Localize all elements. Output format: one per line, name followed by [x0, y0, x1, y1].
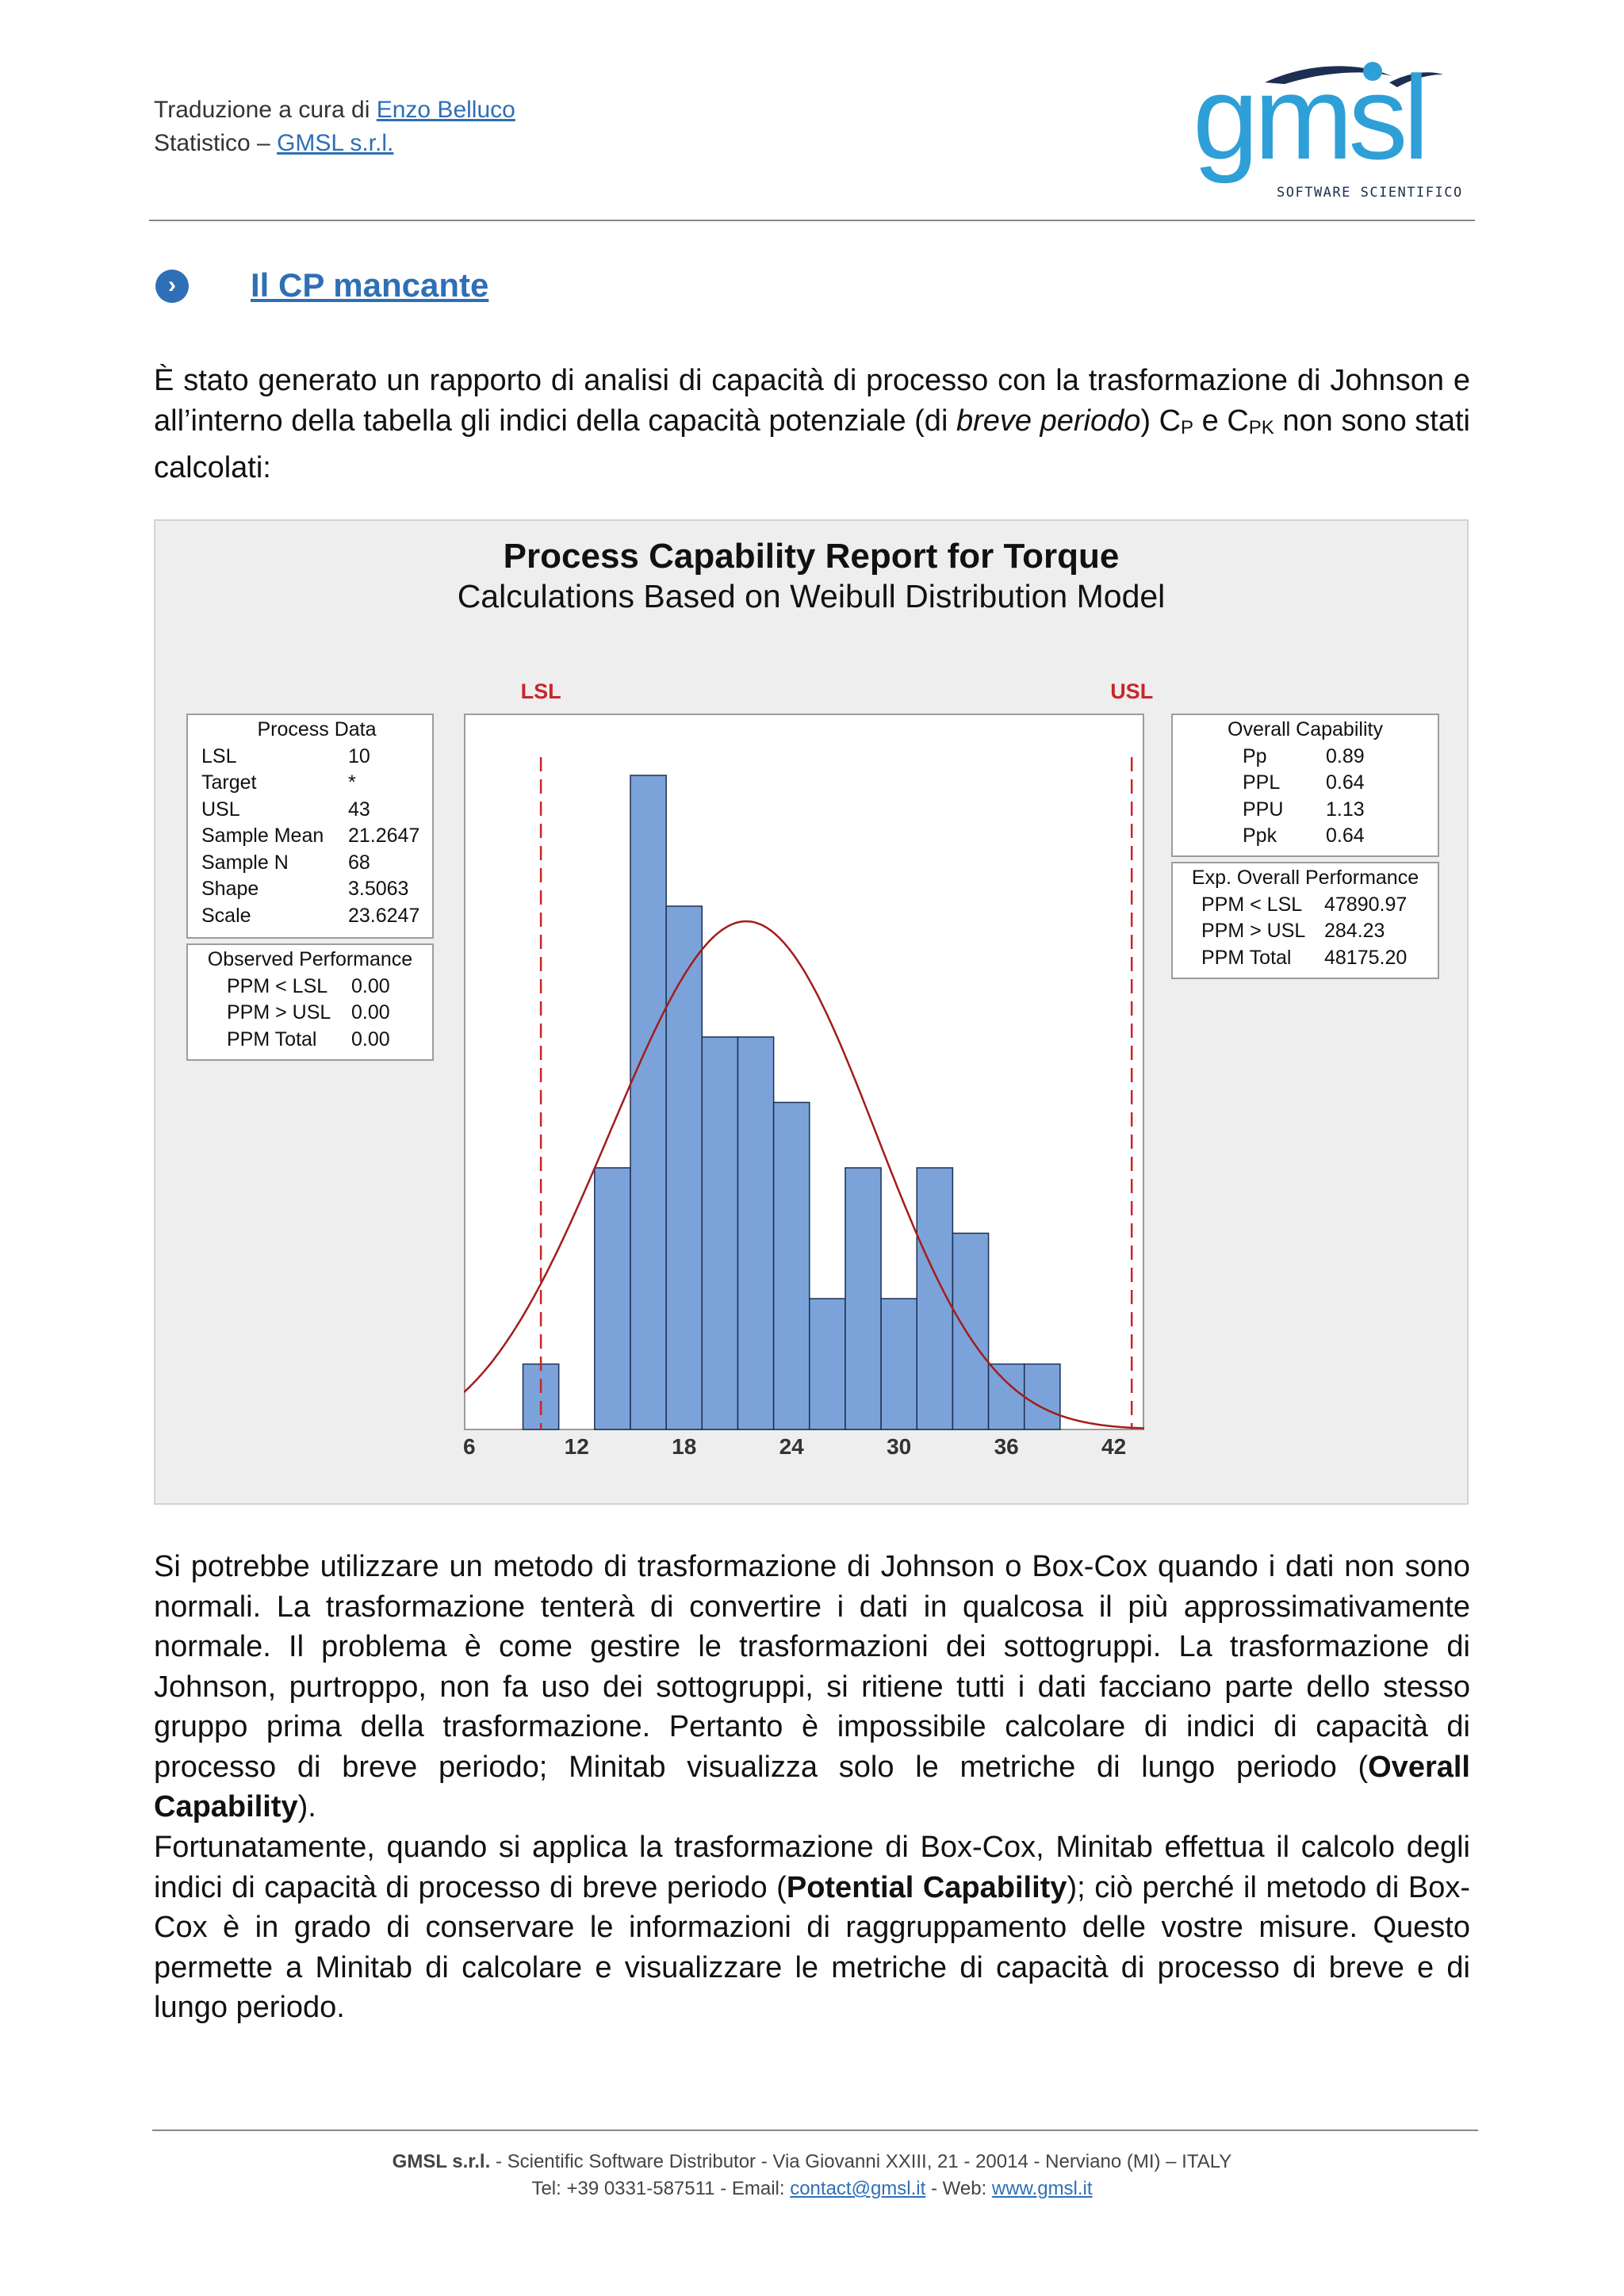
- process-data-label: LSL: [201, 744, 237, 767]
- process-data-value: 10: [348, 744, 370, 767]
- x-tick-label: 24: [779, 1434, 804, 1459]
- footer-web-link[interactable]: www.gmsl.it: [991, 2178, 1093, 2199]
- process-data-value: 3.5063: [348, 878, 409, 900]
- translator-link[interactable]: Enzo Belluco: [376, 97, 515, 123]
- logo-wordmark: gmsl: [1193, 55, 1425, 184]
- overall-capability-row: [1243, 797, 1365, 824]
- process-data-label: USL: [201, 798, 240, 821]
- header-divider: [149, 220, 1475, 221]
- cpk-subscript: PK: [1248, 416, 1274, 438]
- exp-overall-performance-label: PPM < LSL: [1201, 893, 1303, 916]
- overall-capability-label: PPL: [1243, 771, 1281, 794]
- process-data-value: *: [348, 771, 356, 794]
- figure-subtitle: Calculations Based on Weibull Distribution Model: [457, 578, 1166, 614]
- process-data-table: [201, 744, 419, 930]
- process-data-row: [201, 876, 419, 903]
- process-data-row: [201, 744, 419, 771]
- overall-capability-value: 1.13: [1326, 798, 1365, 821]
- overall-capability-title: Overall Capability: [1228, 718, 1383, 740]
- observed-performance-value: 0.00: [351, 974, 390, 997]
- overall-capability-label: Pp: [1243, 744, 1267, 767]
- process-data-row: [201, 850, 419, 877]
- observed-performance-title: Observed Performance: [207, 948, 413, 970]
- figure-title: Process Capability Report for Torque: [503, 537, 1120, 576]
- histogram-bar: [952, 1234, 988, 1430]
- process-data-value: 68: [348, 851, 370, 874]
- overall-capability-bold: Overall Capability: [154, 1750, 1470, 1823]
- histogram-bar: [989, 1364, 1025, 1430]
- overall-capability-value: 0.89: [1326, 744, 1365, 767]
- logo-subtitle: SOFTWARE SCIENTIFICO: [1277, 185, 1463, 201]
- histogram-bar: [845, 1168, 881, 1429]
- histogram-bar: [630, 775, 666, 1429]
- overall-capability-label: Ppk: [1243, 825, 1277, 847]
- observed-performance-box: [186, 943, 434, 1061]
- overall-capability-value: 0.64: [1326, 771, 1365, 794]
- gmsl-logo: [1189, 55, 1483, 206]
- x-tick-label: 6: [462, 1434, 476, 1459]
- histogram-bar: [666, 906, 702, 1429]
- usl-label: USL: [1110, 679, 1154, 703]
- x-tick-label: 12: [564, 1434, 589, 1459]
- section-title: Il CP mancante: [251, 266, 489, 304]
- header-translator: [154, 94, 515, 160]
- process-data-box: [186, 714, 434, 939]
- footer-line-2: Tel: +39 0331-587511 - Email: contact@gmsl.it - Web: www.gmsl.it: [531, 2178, 1093, 2199]
- process-data-label: Scale: [201, 904, 251, 927]
- exp-overall-performance-row: [1201, 945, 1407, 972]
- intro-paragraph: È stato generato un rapporto di analisi di capacità di processo con la trasformazione di Johnson e all’interno della tabella gli indici della capacità potenziale (di breve periodo) $C_P$ e $C_{PK}$ non sono stati calcolati:: [154, 364, 1471, 484]
- x-tick-label: 18: [672, 1434, 697, 1459]
- overall-capability-row: [1243, 744, 1365, 771]
- process-data-value: 21.2647: [348, 825, 420, 847]
- process-data-row: [201, 797, 419, 824]
- exp-overall-performance-label: PPM Total: [1201, 946, 1292, 969]
- process-data-title: Process Data: [257, 718, 377, 740]
- histogram-bar: [774, 1103, 810, 1430]
- histogram-bar: [595, 1168, 630, 1429]
- process-data-row: [201, 903, 419, 930]
- company-prefix: Statistico –: [154, 130, 278, 156]
- overall-capability-label: PPU: [1243, 798, 1284, 821]
- overall-capability-row: [1243, 823, 1365, 850]
- company-link[interactable]: GMSL s.r.l.: [277, 130, 394, 156]
- overall-capability-value: 0.64: [1326, 825, 1365, 847]
- footer-company: GMSL s.r.l.: [392, 2151, 491, 2172]
- translator-prefix: Traduzione a cura di: [154, 97, 377, 123]
- capability-report-figure: [154, 519, 1469, 1505]
- observed-performance-label: PPM < LSL: [227, 974, 328, 997]
- lsl-label: LSL: [520, 679, 561, 703]
- process-data-label: Sample N: [201, 851, 289, 874]
- observed-performance-label: PPM > USL: [227, 1001, 331, 1024]
- exp-overall-performance-label: PPM > USL: [1201, 920, 1306, 942]
- observed-performance-value: 0.00: [351, 1001, 390, 1024]
- exp-overall-performance-title: Exp. Overall Performance: [1191, 867, 1419, 889]
- body-paragraph-1: Si potrebbe utilizzare un metodo di trasformazione di Johnson o Box-Cox quando i dati non sono normali. La trasformazione tenterà di convertire i dati in qualcosa il più approssimativamente normale. Il problema è come gestire le trasformazioni dei sottogruppi. La trasformazione di Johnson, purtroppo, non fa uso dei sottogruppi, si ritiene tutti i dati facciano parte dello stesso gruppo prima della trasformazione. Pertanto è impossibile calcolare di indici di capacità di processo di breve periodo; Minitab visualizza solo le metriche di lungo periodo (Overall Capability).: [154, 1550, 1470, 1823]
- footer-divider: [152, 2130, 1478, 2131]
- histogram-bar: [1025, 1364, 1060, 1430]
- x-tick-label: 30: [887, 1434, 912, 1459]
- observed-performance-row: [227, 1000, 390, 1027]
- process-data-label: Target: [201, 771, 257, 794]
- observed-performance-value: 0.00: [351, 1027, 390, 1050]
- potential-capability-bold: Potential Capability: [786, 1870, 1067, 1904]
- histogram-bar: [881, 1299, 917, 1429]
- process-data-label: Shape: [201, 878, 259, 900]
- histogram-bar: [523, 1364, 559, 1430]
- exp-overall-performance-table: [1201, 892, 1407, 972]
- process-data-value: 43: [348, 798, 370, 821]
- exp-overall-performance-row: [1201, 892, 1407, 919]
- observed-performance-row: [227, 1027, 390, 1054]
- footer-line-1: GMSL s.r.l. - Scientific Software Distributor - Via Giovanni XXIII, 21 - 20014 - Nerviano (MI) – ITALY: [392, 2151, 1232, 2172]
- footer-email-link[interactable]: contact@gmsl.it: [790, 2178, 926, 2199]
- observed-performance-label: PPM Total: [227, 1027, 317, 1050]
- process-data-row: [201, 823, 419, 850]
- process-data-row: [201, 770, 419, 797]
- histogram-bar: [702, 1037, 737, 1429]
- overall-capability-table: [1243, 744, 1365, 850]
- exp-overall-performance-box: [1171, 862, 1439, 979]
- x-tick-label: 36: [994, 1434, 1019, 1459]
- chevron-right-icon: ›: [155, 270, 189, 303]
- exp-overall-performance-value: 48175.20: [1324, 946, 1408, 969]
- exp-overall-performance-value: 284.23: [1324, 920, 1385, 942]
- overall-capability-box: [1171, 714, 1439, 857]
- intro-italic: breve periodo: [956, 404, 1141, 438]
- x-tick-label: 42: [1101, 1434, 1127, 1459]
- body-paragraph-2: Fortunatamente, quando si applica la trasformazione di Box-Cox, Minitab effettua il calcolo degli indici di capacità di processo di breve periodo (Potential Capability); ciò perché il metodo di Box-Cox è in grado di conservare le informazioni di raggruppamento delle vostre misure. Questo permette a Minitab di calcolare e visualizzare le metriche di capacità di processo di breve e di lungo periodo.: [154, 1831, 1471, 2024]
- process-data-value: 23.6247: [348, 904, 420, 927]
- exp-overall-performance-value: 47890.97: [1324, 893, 1408, 916]
- histogram-bar: [737, 1037, 773, 1429]
- overall-capability-row: [1243, 770, 1365, 797]
- observed-performance-table: [227, 974, 390, 1054]
- histogram-bar: [810, 1299, 845, 1429]
- exp-overall-performance-row: [1201, 918, 1407, 945]
- observed-performance-row: [227, 974, 390, 1001]
- cp-subscript: P: [1181, 416, 1194, 438]
- capability-histogram: [464, 714, 1144, 1431]
- process-data-label: Sample Mean: [201, 825, 324, 847]
